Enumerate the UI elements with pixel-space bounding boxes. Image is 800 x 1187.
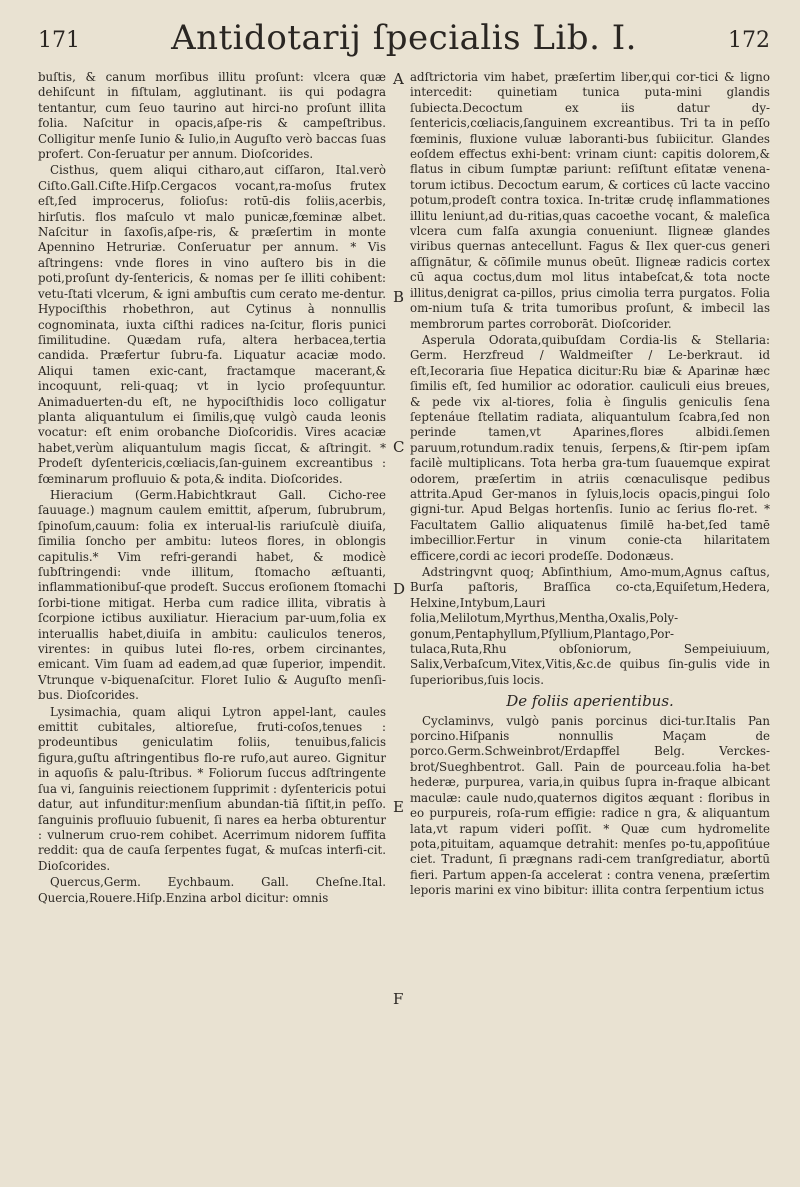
left-column — [38, 70, 386, 907]
paragraph-asperula: Asperula Odorata,quibuſdam Cordia-lis & Stellaria: Germ. Herzfreud / Waldmeiſter / Le-berkraut. id eſt,Iecoraria ſiue Hepatica dicitur:Ru biæ & Aparinæ hæc ſimilis eſt, ſed humilior ac odoratior. cauliculi eius breues, & pede vix al-tiores, folia è ſingulis geniculis ſena ſeptenáue ſtellatim radiata, aliquantulum ſcabra,ſed non perinde tamen,vt Aparines,flores albidi.ſemen paruum,rotundum.radix tenuis, ſerpens,& ſtir-pem ipſam facilè multiplicans. Tota herba gra-tum ſuauemque expirat odorem, præſertim in atriis cœnaculisque pedibus attrita.Apud Ger-manos in ſyluis,locis opacis,pingui ſolo gigni-tur. Apud Belgas hortenſis. Iunio ac ſerius flo-ret. * Facultatem Gallio aliquatenus ſimilē ha-bet,ſed tamē imbecillior.Fertur in vinum conie-cta hilaritatem efficere,cordi ac iecori prodeſſe. Dodonæus. — [410, 332, 770, 563]
paragraph-quercus-cont: adſtrictoria vim habet, præſertim liber,qui cor-tici & ligno intercedit: quinetiam tunica puta-mini glandis ſubiecta.Decoctum ex iis datur dy-ſentericis,cœliacis,ſanguinem excreantibus. Tri ta in peſſo fœminis, fluxione vuluæ laboranti-bus ſubiicitur. Glandes eoſdem effectus exhi-bent: vrinam ciunt: capitis dolorem,& flatus in cibum ſumptæ pariunt: reſiſtunt eſitatæ venena-torum ictibus. Decoctum earum, & cortices cū lacte vaccino potum,prodeſt contra toxica. In-tritæ crudę inflammationes illitu leniunt,ad du-ritias,quas cacoethe vocant, & maleſica vlcera cum falſa axungia conueniunt. Iligneæ glandes viribus quernas antecellunt. Fagus & Ilex quer-cus generi aſſignātur, & cōſimile munus obeūt. Iligneæ radicis cortex cū aqua coctus,dum mol litus intabeſcat,& tota nocte illitus,denigrat ca-pillos, prius cimolia terra purgatos. Folia om-nium tuſa & trita tumoribus proſunt, & imbecil las membrorum partes corroborāt. Dioſcorider. — [410, 70, 770, 331]
margin-letter-a: A — [393, 70, 404, 88]
paragraph-adstringunt: Adstringvnt quoq; Abſinthium, Amo-mum,Agnus caſtus, Burſa paſtoris, Braſſica co-cta,Equiſetum,Hedera, Helxine,Intybum,Lauri folia,Melilotum,Myrthus,Mentha,Oxalis,Poly-gonum,Pentaphyllum,Pſyllium,Plantago,Por-tulaca,Ruta,Rhu obſoniorum, Sempeiuiuum, Salix,Verbaſcum,Vitex,Vitis,&c.de quibus ſin-gulis vide in ſuperioribus,ſuis locis. — [410, 565, 770, 687]
paragraph-eupatorium-end: buſtis, & canum morſibus illitu proſunt: vlcera quæ dehiſcunt in fiſtulam, agglutinant. iis qui podagra tentantur, cum ſeuo taurino aut hirci-no proſunt illita folia. Naſcitur in opacis,aſpe-ris & campeſtribus. Colligitur menſe Iunio & Iulio,in Auguſto verò baccas ſuas profert. Con-ſeruatur per annum. Dioſcorides. — [38, 70, 386, 162]
paragraph-cyclaminus: Cyclaminvs, vulgò panis porcinus dici-tur.Italis Pan porcino.Hiſpanis nonnullis Maçam de porco.Germ.Schweinbrot/Erdapffel Belg. Verckes-brot/Sueghbentrot. Gall. Pain de pourceau.folia ha-bet hederæ, purpurea, varia,in quibus ſupra in-fraque albicant maculæ: caule nudo,quaternos digitos æquant : floribus in eo purpureis, roſa-rum effigie: radice n gra, & aliquantum lata,vt rapum videri poſſit. * Quæ cum hydromelite pota,pituitam, aquamque detrahit: menſes po-tu,appoſitúue ciet. Tradunt, ſi prægnans radi-cem tranſgrediatur, abortū fieri. Partum appen-ſa accelerat : contra venena, præſertim leporis marini ex vino bibitur: illita contra ſerpentium ictus — [410, 713, 770, 898]
running-header — [38, 14, 770, 58]
page-number-right: 172 — [728, 28, 770, 53]
margin-letter-d: D — [393, 580, 406, 598]
paragraph-hieracium: Hieracium (Germ.Habichtkraut Gall. Cicho-ree ſauuage.) magnum caulem emittit, aſperum, ſubrubrum, ſpinoſum,cauum: folia ex interual-lis rariuſculè diuiſa, ſimilia ſoncho per ambitu: luteos flores, in oblongis capitulis.* Vim refri-gerandi habet, & modicè ſubſtringendi: vnde illitum, ſtomacho æſtuanti, inflammationibuſ-que prodeſt. Succus eroſionem ſtomachi ſorbi-tione mitigat. Herba cum radice illita, vibratis à ſcorpione ictibus auxiliatur. Hieracium par-uum,folia ex interuallis habet,diuiſa in ambitu: cauliculos teneros, virentes: in quibus lutei flo-res, orbem circinantes, emicant. Vim ſuam ad eadem,ad quæ ſuperior, impendit. Vtrunque v-biquenaſcitur. Floret Iulio & Auguſto menſi-bus. Dioſcorides. — [38, 487, 386, 703]
section-heading: De foliis aperientibus. — [506, 692, 674, 711]
margin-letter-c: C — [393, 438, 405, 456]
right-column — [410, 70, 770, 900]
running-title: Antidotarij ſpecialis Lib. I. — [171, 18, 637, 58]
page-number-left: 171 — [38, 28, 80, 53]
paragraph-quercus: Quercus,Germ. Eychbaum. Gall. Cheſne.Ital. Quercia,Rouere.Hiſp.Enzina arbol dicitur: omnis — [38, 875, 386, 905]
margin-letter-b: B — [393, 288, 405, 306]
paragraph-lysimachia: Lysimachia, quam aliqui Lytron appel-lant, caules emittit cubitales, altioreſue, fruti-coſos,tenues : prodeuntibus geniculatim foliis, tenuibus,falicis figura,guſtu aſtringentibus flo-re rufo,aut aureo. Gignitur in aquoſis & palu-ſtribus. * Foliorum ſuccus adſtringente ſua vi, ſanguinis reiectionem ſupprimit : dyſentericis potui datur, aut infunditur:menſium abundan-tiā ſiſtit,in peſſo. ſanguinis profluuio ſubuenit, ſi nares ea herba obturentur : vulnerum cruo-rem cohibet. Acerrimum nidorem ſuffita reddit: qua de cauſa ſerpentes fugat, & muſcas interfi-cit. Dioſcorides. — [38, 704, 386, 873]
margin-letter-f: F — [393, 990, 404, 1008]
margin-letter-e: E — [393, 798, 404, 816]
paragraph-cisthus: Cisthus, quem aliqui citharo,aut ciſſaron, Ital.verò Ciſto.Gall.Ciſte.Hiſp.Cergacos vocant,ra-moſus frutex eſt,ſed improcerus, folioſus: rotū-dis foliis,acerbis, hirſutis. flos maſculo vt malo punicæ,fœminæ albet. Naſcitur in ſaxoſis,aſpe-ris, & præſertim in monte Apennino Hetruriæ. Conſeruatur per annum. * Vis aſtringens: vnde flores in vino auſtero bis in die poti,proſunt dy-ſentericis, & nomas per ſe illiti cohibent: vetu-ſtati vlcerum, & igni ambuſtis cum cerato me-dentur. Hypociſthis rhobethron, aut Cytinus à nonnullis cognominata, iuxta ciſthi radices na-ſcitur, floris punici ſimilitudine. Quædam rufa, altera herbacea,tertia candida. Præfertur ſubru-fa. Liquatur acaciæ modo. Aliqui tamen exic-cant, fractamque macerant,& incoquunt, reli-quaq; vt in lycio proſequuntur. Animaduerten-du eſt, ne hypociſthidis loco colligatur planta aliquantulum ei ſimilis,quę vulgò cauda leonis vocatur: eſt enim orobanche Dioſcoridis. Vires acaciæ habet,verùm aliquantulum magis ſiccat, & aſtringit. * Prodeſt dyſentericis,cœliacis,ſan-guinem excreantibus : fœminarum profluuio & pota,& indita. Dioſcorides. — [38, 163, 386, 486]
